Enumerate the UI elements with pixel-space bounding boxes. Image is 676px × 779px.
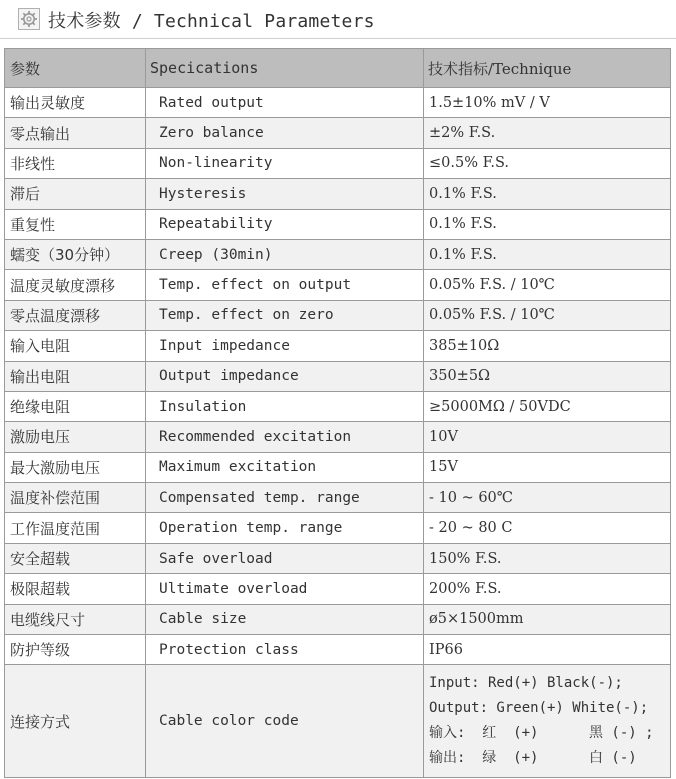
value-cell (424, 665, 671, 778)
parameter-cn-cell: 电缆线尺寸 (5, 604, 146, 634)
title-divider (0, 38, 676, 39)
table-row (5, 361, 671, 391)
table-row (5, 270, 671, 300)
value-cell: 385±10Ω (424, 331, 671, 361)
parameter-cn-cell: 重复性 (5, 209, 146, 239)
cable-color-line: Output: Green(+) White(-); (429, 700, 649, 717)
value-cell: ±2% F.S. (424, 118, 671, 148)
parameter-cn-cell: 温度灵敏度漂移 (5, 270, 146, 300)
table-header-row (5, 49, 671, 88)
specification-en-cell: Compensated temp. range (146, 483, 424, 513)
specification-en-cell: Temp. effect on output (146, 270, 424, 300)
value-cell: ≤0.5% F.S. (424, 148, 671, 178)
gear-icon (18, 8, 40, 30)
value-cell: 15V (424, 452, 671, 482)
table-row (5, 452, 671, 482)
parameter-cn-cell: 零点输出 (5, 118, 146, 148)
table-row (5, 422, 671, 452)
specification-en-cell: Zero balance (146, 118, 424, 148)
parameter-cn-cell: 输出电阻 (5, 361, 146, 391)
cable-color-line: 输出: 绿 (+) 白 (-) (429, 750, 637, 767)
parameter-cn-cell: 绝缘电阻 (5, 391, 146, 421)
parameter-cn-cell: 温度补偿范围 (5, 483, 146, 513)
table-row (5, 513, 671, 543)
specification-en-cell: Hysteresis (146, 179, 424, 209)
parameter-cn-cell: 防护等级 (5, 635, 146, 665)
value-cell: 0.05% F.S. / 10℃ (424, 300, 671, 330)
value-cell: 150% F.S. (424, 543, 671, 573)
page-title: 技术参数 / Technical Parameters (48, 11, 375, 32)
table-row (5, 300, 671, 330)
value-cell: 200% F.S. (424, 574, 671, 604)
table-row (5, 635, 671, 665)
specification-en-cell: Non-linearity (146, 148, 424, 178)
column-header-parameter: 参数 (5, 49, 146, 88)
specification-en-cell: Input impedance (146, 331, 424, 361)
table-row (5, 604, 671, 634)
parameter-cn-cell: 零点温度漂移 (5, 300, 146, 330)
parameter-cn-cell: 极限超载 (5, 574, 146, 604)
specification-en-cell: Safe overload (146, 543, 424, 573)
value-cell: 350±5Ω (424, 361, 671, 391)
table-row (5, 118, 671, 148)
specification-en-cell: Cable size (146, 604, 424, 634)
table-row (5, 88, 671, 118)
table-row (5, 179, 671, 209)
parameter-cn-cell: 安全超载 (5, 543, 146, 573)
table-row (5, 574, 671, 604)
value-cell: 1.5±10% mV / V (424, 88, 671, 118)
table-row (5, 331, 671, 361)
parameter-cn-cell: 非线性 (5, 148, 146, 178)
value-cell: 10V (424, 422, 671, 452)
value-cell: 0.1% F.S. (424, 239, 671, 269)
specification-en-cell: Temp. effect on zero (146, 300, 424, 330)
specification-en-cell: Repeatability (146, 209, 424, 239)
parameter-cn-cell: 工作温度范围 (5, 513, 146, 543)
specification-en-cell: Recommended excitation (146, 422, 424, 452)
table-row (5, 239, 671, 269)
parameter-cn-cell: 输出灵敏度 (5, 88, 146, 118)
value-cell: ø5×1500mm (424, 604, 671, 634)
specification-en-cell: Creep (30min) (146, 239, 424, 269)
table-row-cable-color-code (5, 665, 671, 778)
title-bar (0, 0, 676, 40)
specification-en-cell: Ultimate overload (146, 574, 424, 604)
specification-en-cell: Cable color code (146, 665, 424, 778)
table-row (5, 148, 671, 178)
column-header-specifications: Specications (146, 49, 424, 88)
value-cell: 0.1% F.S. (424, 209, 671, 239)
parameter-cn-cell: 滞后 (5, 179, 146, 209)
value-cell: - 10 ~ 60℃ (424, 483, 671, 513)
parameter-cn-cell: 蠕变（30分钟） (5, 239, 146, 269)
column-header-technique: 技术指标/Technique (424, 49, 671, 88)
cable-color-line: Input: Red(+) Black(-); (429, 675, 623, 692)
parameter-cn-cell: 最大激励电压 (5, 452, 146, 482)
specification-en-cell: Protection class (146, 635, 424, 665)
specification-en-cell: Output impedance (146, 361, 424, 391)
specification-en-cell: Insulation (146, 391, 424, 421)
parameter-cn-cell: 激励电压 (5, 422, 146, 452)
specification-en-cell: Operation temp. range (146, 513, 424, 543)
table-row (5, 543, 671, 573)
parameters-table (4, 48, 671, 778)
value-cell: 0.1% F.S. (424, 179, 671, 209)
value-cell: 0.05% F.S. / 10℃ (424, 270, 671, 300)
specification-en-cell: Rated output (146, 88, 424, 118)
value-cell: - 20 ~ 80 C (424, 513, 671, 543)
value-cell: ≥5000MΩ / 50VDC (424, 391, 671, 421)
table-row (5, 483, 671, 513)
table-row (5, 209, 671, 239)
parameter-cn-cell: 连接方式 (5, 665, 146, 778)
specification-en-cell: Maximum excitation (146, 452, 424, 482)
cable-color-line: 输入: 红 (+) 黑 (-) ; (429, 725, 654, 742)
value-cell: IP66 (424, 635, 671, 665)
parameter-cn-cell: 输入电阻 (5, 331, 146, 361)
table-row (5, 391, 671, 421)
